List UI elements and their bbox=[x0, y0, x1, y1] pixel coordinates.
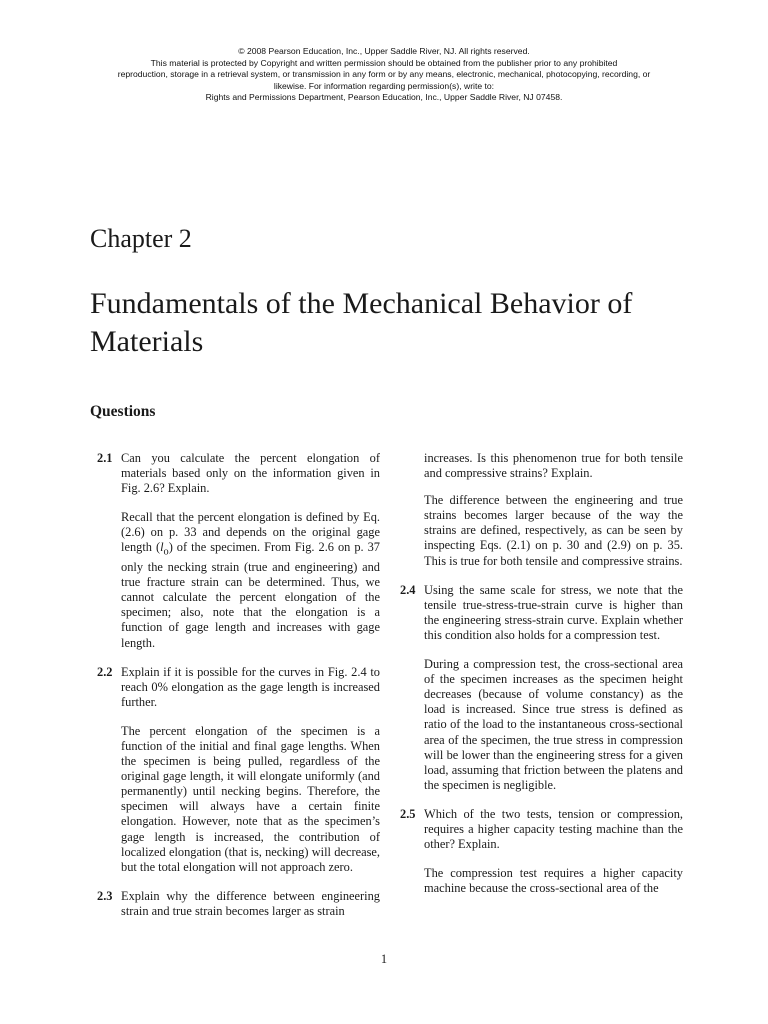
copyright-line: reproduction, storage in a retrieval system, or transmission in any form or by any means, electronic, mechanical, photocopying, recording, or bbox=[117, 69, 651, 80]
question-text: Which of the two tests, tension or compression, requires a higher capacity testing machine than the other? Explain. bbox=[424, 806, 683, 852]
question-number: 2.1 bbox=[97, 451, 113, 465]
question-text: Explain why the difference between engineering strain and true strain becomes larger as strain bbox=[121, 888, 380, 918]
chapter-label: Chapter 2 bbox=[90, 224, 192, 253]
gage-length-symbol: l bbox=[160, 540, 164, 555]
question-text: Explain if it is possible for the curves in Fig. 2.4 to reach 0% elongation as the gage length is increased further. bbox=[121, 664, 380, 709]
answer-2-2: The percent elongation of the specimen is a function of the initial and final gage lengths. When the specimen is being pulled, regardless of the original gage length, it will elongate uniformly (and permanently) until necking begins. Therefore, the specimen will always have a certain finite elongation. However, note that as the specimen’s gage length is increased, the contribution of localized elongation (that is, necking) will decrease, but the total elongation will not approach zero. bbox=[121, 723, 380, 874]
section-heading: Questions bbox=[90, 403, 156, 420]
answer-text-part: ) of the specimen. From Fig. 2.6 on p. 37 only the necking strain (true and engineering) and true fracture strain can be determined. Thus, we cannot calculate the percent elongation of the specimen; also, note that the elongation is a function of gage length and increases with gage length. bbox=[121, 540, 380, 650]
question-text: Using the same scale for stress, we note that the tensile true-stress-true-strain curve is higher than the engineering stress-strain curve. Explain whether this condition also holds for a compression test. bbox=[424, 582, 683, 642]
answer-2-1 bbox=[90, 510, 380, 650]
question-text: Can you calculate the percent elongation of materials based only on the information given in Fig. 2.6? Explain. bbox=[121, 451, 380, 496]
answer-2-4: During a compression test, the cross-sectional area of the specimen increases as the specimen height decreases (because of volume constancy) as the load is increased. Since true stress is defined as ratio of the load to the instantaneous cross-sectional area of the specimen, the true stress in compression will be lower than the engineering stress for a given load, assuming that friction between the platens and the specimen is negligible. bbox=[424, 657, 683, 792]
question-2-3 bbox=[90, 889, 380, 919]
copyright-line: Rights and Permissions Department, Pearson Education, Inc., Upper Saddle River, NJ 07458. bbox=[205, 92, 563, 103]
answer-2-5: The compression test requires a higher capacity machine because the cross-sectional area of the bbox=[424, 866, 683, 896]
left-column bbox=[90, 451, 380, 933]
gage-length-subscript: o bbox=[163, 546, 169, 558]
question-2-2 bbox=[90, 665, 380, 710]
question-number: 2.3 bbox=[97, 888, 113, 903]
question-number: 2.2 bbox=[97, 664, 113, 679]
page-number: 1 bbox=[380, 952, 388, 966]
copyright-line: This material is protected by Copyright and written permission should be obtained from the publisher prior to any prohibited bbox=[150, 57, 618, 68]
copyright-notice bbox=[0, 46, 768, 104]
right-column bbox=[393, 451, 683, 910]
chapter-title: Fundamentals of the Mechanical Behavior of Materials bbox=[90, 287, 633, 358]
copyright-line: © 2008 Pearson Education, Inc., Upper Saddle River, NJ. All rights reserved. bbox=[238, 46, 530, 56]
copyright-line: likewise. For information regarding permission(s), write to: bbox=[273, 80, 495, 91]
question-2-5 bbox=[393, 807, 683, 852]
question-2-1 bbox=[90, 451, 380, 496]
question-number: 2.5 bbox=[400, 806, 416, 821]
answer-2-3: The difference between the engineering and true strains becomes larger because of the way the strains are defined, respectively, as can be seen by inspecting Eqs. (2.1) on p. 30 and (2.9) on p. 35. This is true for both tensile and compressive strains. bbox=[424, 493, 683, 568]
question-2-3-continued: increases. Is this phenomenon true for both tensile and compressive strains? Explain. bbox=[424, 451, 683, 481]
question-2-4 bbox=[393, 583, 683, 643]
answer-text-part: Recall that the percent elongation is defined by Eq. (2.6) on p. 33 and depends on the original gage length ( bbox=[121, 510, 380, 555]
question-number: 2.4 bbox=[400, 582, 416, 597]
